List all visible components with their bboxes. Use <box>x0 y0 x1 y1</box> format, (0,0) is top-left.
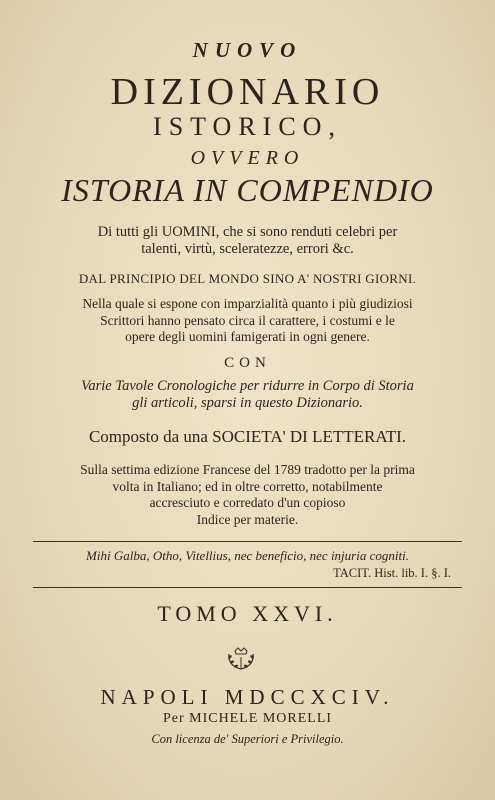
title-line-ovvero: OVVERO <box>190 147 305 169</box>
scope-line: opere degli uomini famigerati in ogni genere. <box>125 329 370 344</box>
title-line-dizionario: DIZIONARIO <box>110 71 385 113</box>
title-line-nuovo: NUOVO <box>192 38 303 62</box>
bottom-rule <box>33 587 462 588</box>
scope-block <box>30 296 465 346</box>
con-line: CON <box>224 355 271 371</box>
description-line: Di tutti gli UOMINI, che si sono renduti celebri per <box>97 224 398 240</box>
edition-line: accresciuto e corredato d'un copioso <box>149 495 346 510</box>
edition-line: Sulla settima edizione Francese del 1789 tradotto per la prima <box>80 462 415 477</box>
edition-block <box>30 462 465 528</box>
epigraph-source: TACIT. Hist. lib. I. §. I. <box>333 566 451 580</box>
edition-line: Indice per materie. <box>196 511 299 527</box>
authorship-line: Composto da una SOCIETA' DI LETTERATI. <box>88 427 407 446</box>
imprint-printer: Per MICHELE MORELLI <box>162 711 333 726</box>
tables-line: Varie Tavole Cronologiche per ridurre in Corpo di Storia <box>81 378 414 394</box>
volume-number: TOMO XXVI. <box>157 601 338 626</box>
tables-block <box>30 378 465 412</box>
description-block <box>30 224 465 258</box>
edition-line: volta in Italiano; ed in oltre corretto, notabilmente <box>112 478 383 494</box>
title-line-istoria: ISTORIA IN COMPENDIO <box>61 172 434 208</box>
period-line: DAL PRINCIPIO DEL MONDO SINO A' NOSTRI GIORNI. <box>78 271 417 286</box>
top-rule <box>33 541 462 542</box>
tables-line: gli articoli, sparsi in questo Dizionario. <box>132 395 363 411</box>
laurel-wreath-icon <box>224 645 258 673</box>
title-line-istorico: ISTORICO, <box>153 112 342 141</box>
epigraph-text: Mihi Galba, Otho, Vitellius, nec beneficio, nec injuria cogniti. <box>86 548 409 563</box>
imprint-license: Con licenza de' Superiori e Privilegio. <box>151 732 344 746</box>
imprint-city-year: NAPOLI MDCCXCIV. <box>100 685 395 709</box>
scope-line: Scrittori hanno pensato circa il carattere, i costumi e le <box>100 312 395 328</box>
scope-line: Nella quale si espone con imparzialità quanto i più giudiziosi <box>82 296 413 311</box>
description-line: talenti, virtù, sceleratezze, errori &c. <box>141 241 354 257</box>
